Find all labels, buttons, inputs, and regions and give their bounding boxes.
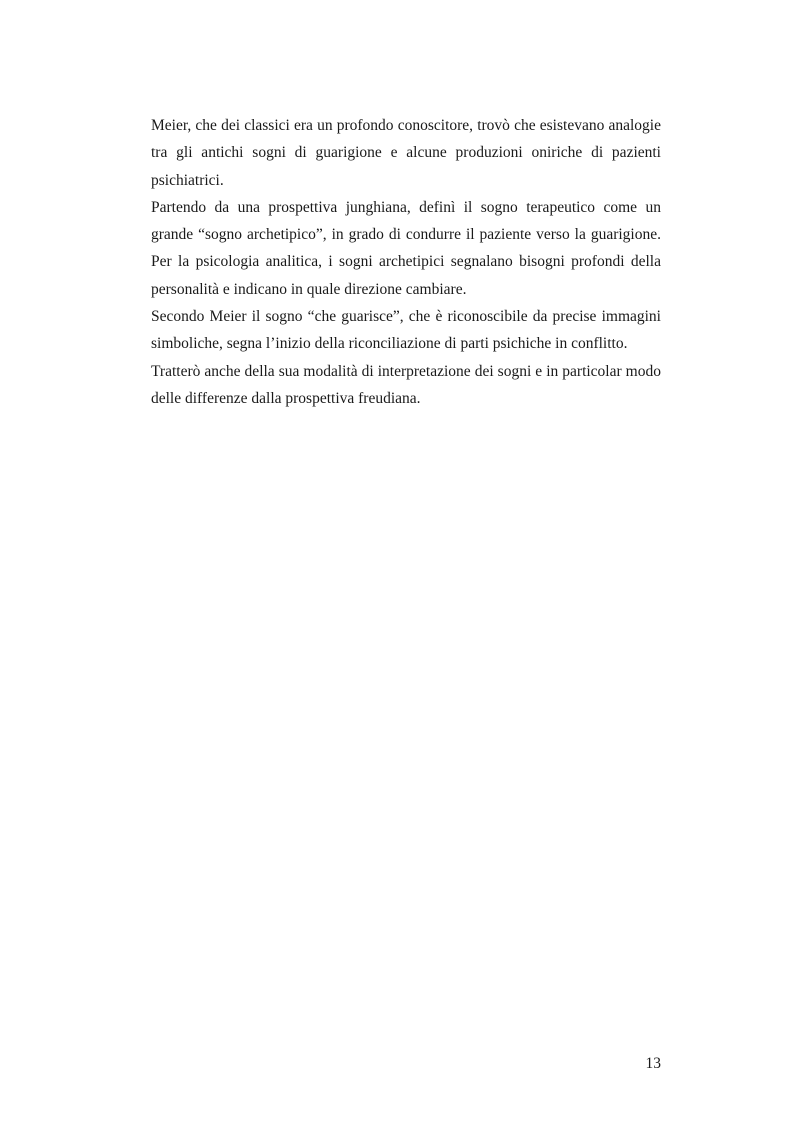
page-number: 13	[645, 1055, 661, 1072]
paragraph-1: Meier, che dei classici era un profondo conoscitore, trovò che esistevano analogie tra gli antichi sogni di guarigione e alcune produzioni oniriche di pazienti psichiatrici.	[151, 117, 661, 189]
body-text	[151, 112, 661, 412]
paragraph-4: Tratterò anche della sua modalità di interpretazione dei sogni e in particolar modo delle differenze dalla prospettiva freudiana.	[151, 362, 661, 407]
paragraph-2: Partendo da una prospettiva junghiana, definì il sogno terapeutico come un grande “sogno archetipico”, in grado di condurre il paziente verso la guarigione. Per la psicologia analitica, i sogni archetipici segnalano bisogni profondi della personalità e indicano in quale direzione cambiare.	[151, 198, 661, 298]
paragraph-3: Secondo Meier il sogno “che guarisce”, che è riconoscibile da precise immagini simboliche, segna l’inizio della riconciliazione di parti psichiche in conflitto.	[151, 308, 661, 353]
